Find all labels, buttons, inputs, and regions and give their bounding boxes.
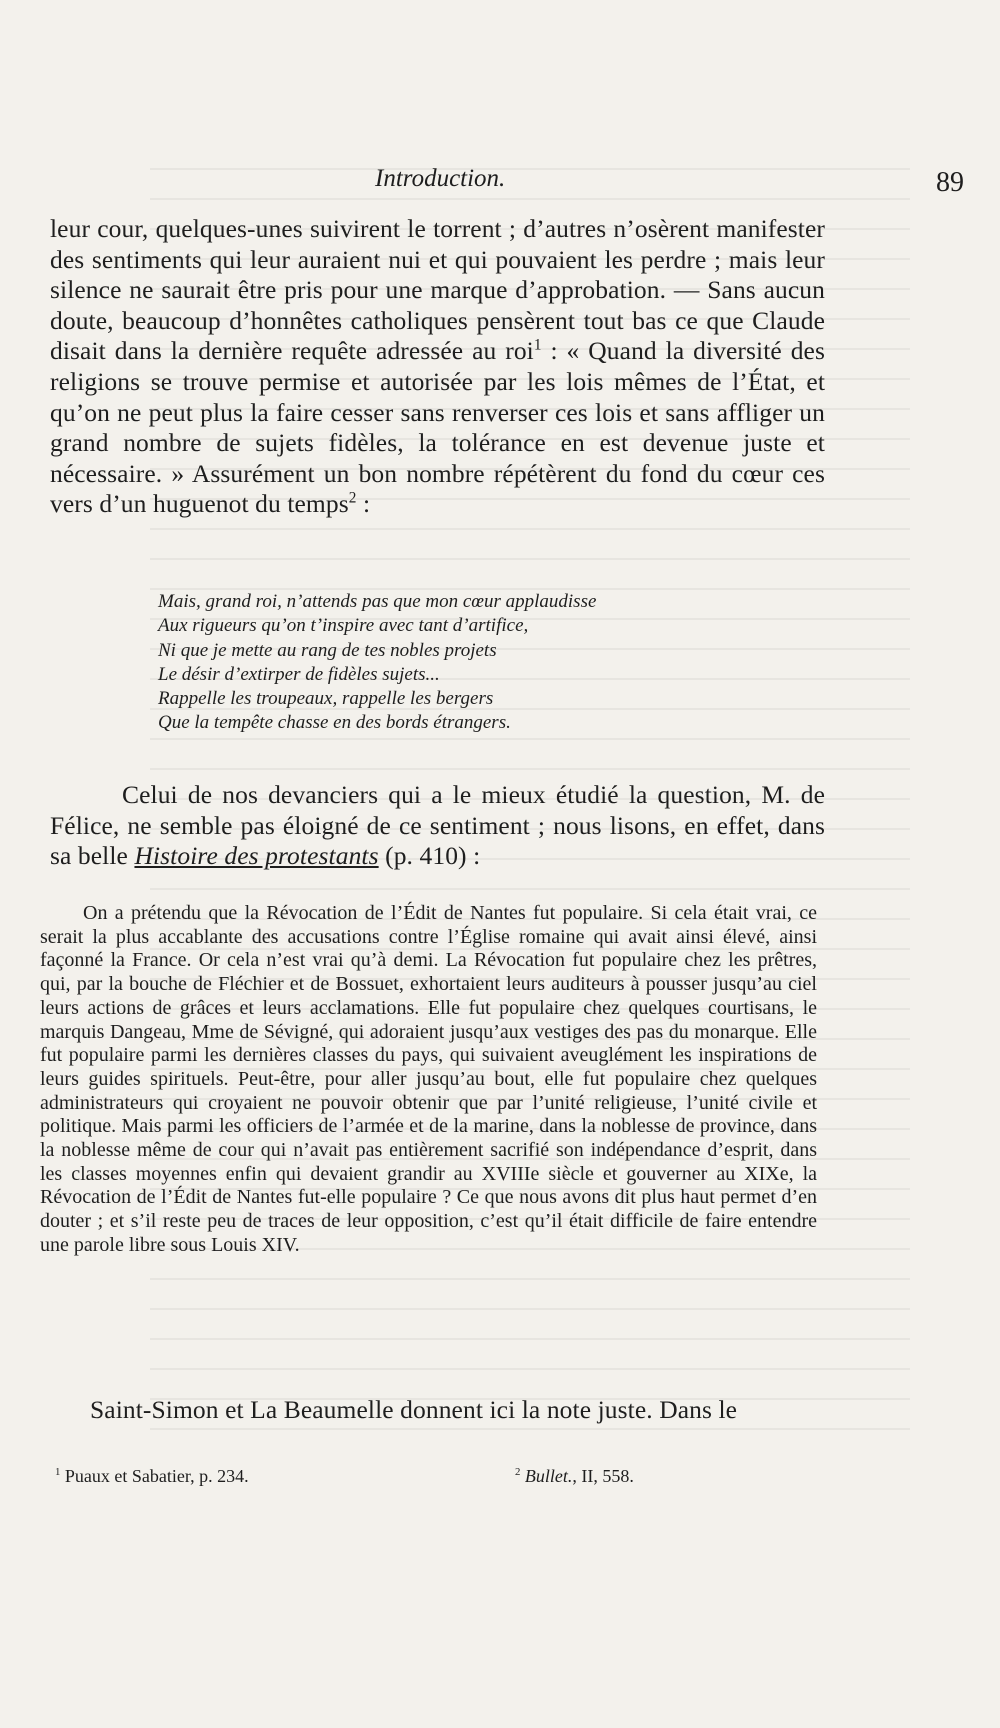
paragraph-2-end: (p. 410) : [378, 841, 481, 871]
page-number: 89 [936, 167, 964, 198]
verse-quotation [158, 590, 798, 736]
running-head [0, 165, 1000, 205]
footnote-2-text: , II, 558. [572, 1466, 634, 1486]
footnote-ref-2: 2 [348, 489, 357, 507]
footnote-1-mark: 1 [55, 1466, 61, 1478]
footnote-1-text: Puaux et Sabatier, p. 234. [60, 1466, 249, 1486]
verse-line: Mais, grand roi, n’attends pas que mon cœur applaudisse [158, 591, 597, 612]
footnote-2-mark: 2 [515, 1466, 521, 1478]
verse-line: Que la tempête chasse en des bords étrangers. [158, 712, 511, 734]
verse-line: Ni que je mette au rang de tes nobles projets [158, 639, 497, 661]
paragraph-1-continued: : « Quand la diversité des religions se trouve permise et autorisée par les lois mêmes de l’État, et qu’on ne peut plus la faire cesser sans renverser ces lois et sans affliger un grand nombre de sujets fidèles, la tolérance en est devenue juste et nécessaire. » Assurément un bon nombre répétèrent du fond du cœur ces vers d’un huguenot du temps [50, 336, 826, 519]
block-quotation: On a prétendu que la Révocation de l’Édit de Nantes fut populaire. Si cela était vrai, ce serait la plus accablante des accusations contre l’Église romaine qui avait ainsi élevé, ainsi façonné la France. Or cela n’est vrai qu’à demi. La Révocation fut populaire chez les prêtres, qui, par la bouche de Fléchier et de Bossuet, exhortaient leurs auditeurs à pousser jusqu’au ciel leurs actions de grâces et leurs acclamations. Elle fut populaire chez quelques courtisans, le marquis Dangeau, Mme de Sévigné, qui adoraient jusqu’aux vestiges des pas du monarque. Elle fut populaire parmi les dernières classes du pays, qui suivaient aveuglément les inspirations de leurs guides spirituels. Peut-être, pour aller jusqu’au bout, elle fut populaire chez quelques administrateurs qui croyaient ne pouvoir obtenir que par l’unité religieuse, l’unité civile et politique. Mais parmi les officiers de l’armée et de la marine, dans la noblesse de province, dans la noblesse même de cour qui n’avait pas entièrement sacrifié son indépendance d’esprit, dans les classes moyennes enfin qui devaient grandir au XVIIIe siècle et gouverner au XIXe, la Révocation de l’Édit de Nantes fut-elle populaire ? Ce que nous avons dit plus haut permet d’en douter ; et s’il reste peu de traces de leur opposition, c’est qu’il était difficile de faire entendre une parole libre sous Louis XIV. [40, 902, 817, 1256]
paragraph-1 [50, 214, 825, 520]
footnote-2-source: Bullet. [520, 1466, 573, 1486]
verse-line: Le désir d’extirper de fidèles sujets... [158, 663, 440, 685]
footnotes [55, 1466, 825, 1496]
verse-line: Aux rigueurs qu’on t’inspire avec tant d’artifice, [158, 615, 529, 637]
footnote-2 [515, 1466, 634, 1487]
paragraph-2 [50, 780, 825, 872]
paragraph-2-text: Celui de nos devanciers qui a le mieux étudié la question, M. de Félice, ne semble pas éloigné de ce sentiment ; nous lisons, en effet, dans sa belle [50, 780, 825, 871]
book-title: Histoire des protestants [134, 841, 379, 871]
footnote-1 [55, 1466, 249, 1487]
running-head-title: Introduction. [375, 165, 506, 192]
paragraph-1-text: leur cour, quelques-unes suivirent le torrent ; d’autres n’osèrent manifester des sentiments qui leur auraient nui et qui pouvaient les perdre ; mais leur silence ne saurait être pris pour une marque d’approbation. — Sans aucun doute, beaucoup d’honnêtes catholiques pensèrent tout bas ce que Claude disait dans la dernière requête adressée au roi [50, 214, 825, 366]
paragraph-1-end: : [356, 489, 371, 519]
paragraph-3: Saint-Simon et La Beaumelle donnent ici la note juste. Dans le [90, 1395, 738, 1424]
verse-line: Rappelle les troupeaux, rappelle les bergers [158, 688, 494, 710]
footnote-ref-1: 1 [533, 336, 542, 354]
